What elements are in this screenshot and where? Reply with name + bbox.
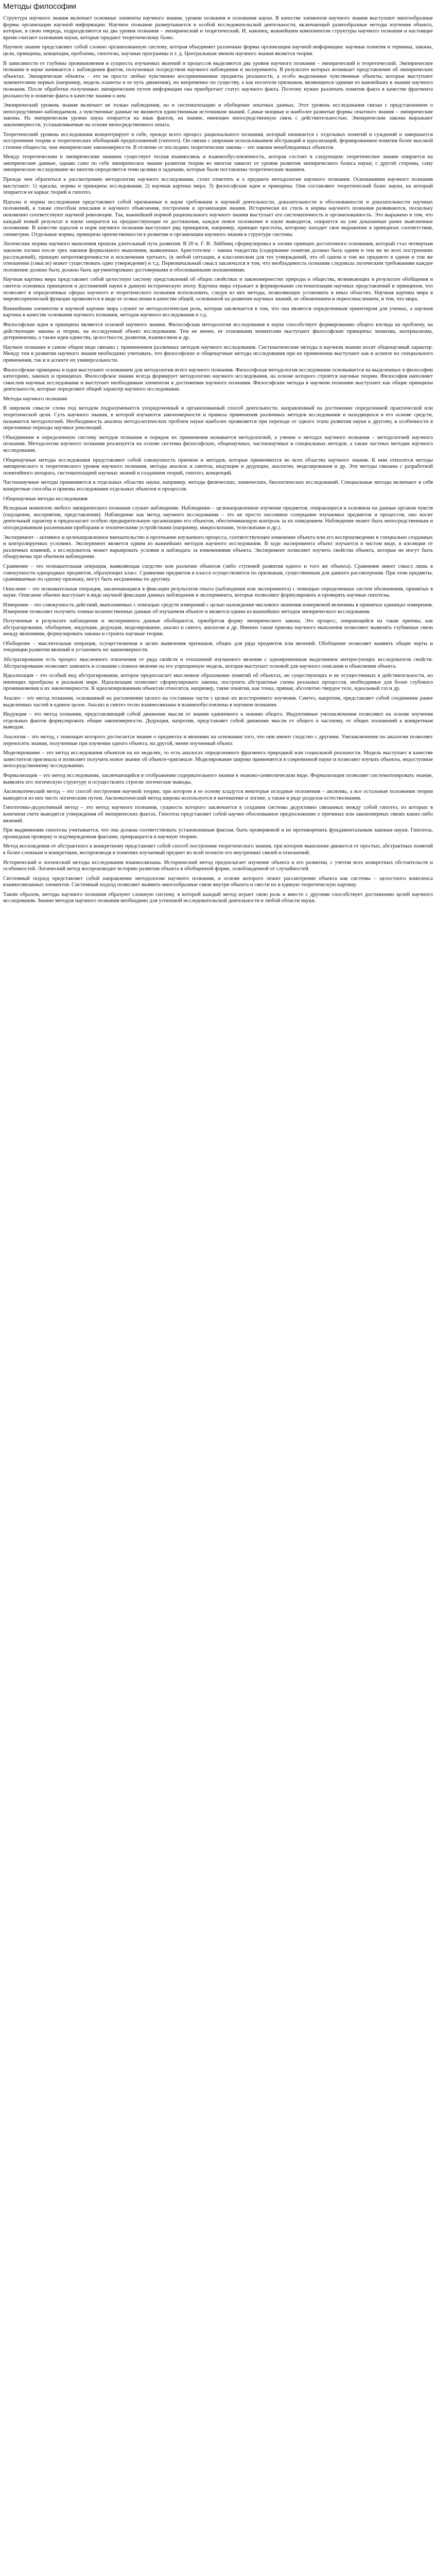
paragraph: В зависимости от глубины проникновения в сущность изучаемых явлений и процессов выделяются два уровня научного познания – эмпирический и теоретический. Эмпирическое познание в науке начинается с наблюдения фактов, полученных посредством научного наблюдения и эксперимента. В результате которых возникает представление об эмпирических объектах. Эмпирические объекты – это не просто любые чувственно воспринимаемые предметы реальности, а особо выделенные чувственные объекты, которые выступают заменителями первых (например, модель планеты и ее путь движения), но непременно по существу, а как носители признаков, являющихся одними из важнейших в знании научного познания. После обработки полученных эмпирическим путем информации она приобретает статус научного факта. Поэтому нужно различать понятия факта в качестве фрагмента реальности и понятие факта в качестве знания о нем.: [3, 60, 433, 99]
paragraph: Научная картина мира представляет собой целостную систему представлений об общих свойствах и закономерностях природы и общества, возникающих в результате обобщения и синтеза основных принципов и достижений науки в данную историческую эпоху. Картина мира отражает в формирование систематизации научных представлений и принципов, что позволяет в определенных сферах научного и теоретического познания использовать, следуя из них методы, позволяющих установить в иных областях. Научная картина мира в мировоззренческой функции проявляется в виде ее осмысления в качестве общей, основанной на развитии научных знаний, ее обновлением и переосмыслением, и тем, что мира.: [3, 277, 433, 302]
paragraph: Таким образом, методы научного познания образуют сложную систему, в которой каждый метод играет свою роль и вместе с другими способствует достижению целей научного исследования. Знание методов научного познания необходимо для успешной исследовательской деятельности в любой области науки.: [3, 891, 433, 904]
paragraph: Прежде чем обратиться к рассмотрению методологии научного исследования, стоит отметить и о предмете методологии научного познания. Основаниями научного познания выступают: 1) идеалы, нормы и принципы исследования; 2) научная картина мира; 3) философские идеи и принципы. Они составляют теоретический базис науки, на который опирается ее каркас теорий и гипотез.: [3, 177, 433, 196]
paragraph: Системный подход представляет собой направление методологии научного познания, в основе которого лежит рассмотрение объекта как системы – целостного комплекса взаимосвязанных элементов. Системный подход позволяет выявить многообразные связи внутри объекта и свести их в единую теоретическую картину.: [3, 875, 433, 888]
paragraph: Обобщение – мыслительная операция, осуществляемая в целях выявления признаков, общих для ряда предметов или явлений. Обобщение позволяет выявить общие черты и тенденции развития явлений и установить их закономерности.: [3, 640, 433, 653]
paragraph: Частнонаучные методы применяются в отдельных областях науки, например, методы физических, химических, биологических исследований. Специальные методы включают в себя конкретные способы и приемы исследования отдельных объектов и процессов.: [3, 480, 433, 492]
paragraph: Аксиоматический метод – это способ построения научной теории, при котором в ее основу кладутся некоторые исходные положения – аксиомы, а все остальные положения теории выводятся из них чисто логическим путем. Аксиоматический метод широко используется в математике и логике, а также в ряде разделов естествознания.: [3, 789, 433, 801]
paragraph: Между теоретическим и эмпирическим знанием существует тесная взаимосвязь и взаимообусловленность, которая состоит в следующем: теоретическое знание опирается на эмпирические данные, однако само по себе эмпирическое знание развития теории во многом зависит от уровня развития эмпирического базиса науки; с другой стороны, саму эмпирическое исследование во многом определяется теми целями и задачами, которые были поставлены теоретическим знанием.: [3, 154, 433, 173]
paragraph: Метод восхождения от абстрактного к конкретному представляет собой способ построения теоретического знания, при котором мышление движется от простых, абстрактных понятий к более сложным и конкретным, воспроизводя в понятиях изучаемый предмет во всей полноте его внутренних связей и отношений.: [3, 843, 433, 856]
page-title: Методы философии: [3, 2, 77, 11]
paragraph: Измерение – это совокупность действий, выполняемых с помощью средств измерений с целью нахождения числового значения измеряемой величины в принятых единицах измерения. Измерение позволяет получить точные количественные данные об изучаемом объекте и является одним из важнейших методов эмпирического исследования.: [3, 602, 433, 615]
paragraph: Логические нормы научного мышления прошли длительный путь развития. В 20 в. Г. В. Лейбниц сформулировал в логике принцип достаточного основания, который стал четвертым законом логики после трех законов формального мышления, выявленных Аристотелем – закона тождества (содержание понятия должно быть одним и тем же во всех построениях рассуждений), принцип непротиворечивости и исключения третьего, (в любой ситуации, в классическом для тех утверждений, что об одном и том же предмете в одном и том же отношении (смысле) может существовать одно утверждение) и т.д. Первоначальный смысл заключался в том, что необходимость познания следовала логическим требованиям каждое положение должно быть должно быть аргументировано достоверными и обоснованными положениями.: [3, 241, 433, 273]
document-page: [0, 0, 436, 905]
paragraph: Моделирование – это метод исследования объектов на их моделях, то есть аналогах определенного фрагмента природной или социальной реальности. Модель выступает в качестве заместителя оригинала и позволяет получить новое знание об объекте-оригинале. Моделирование широко применяется в современной науке и позволяет изучать объекты, недоступные непосредственному исследованию.: [3, 750, 433, 769]
paragraph: Структура научного знания включает основные элементы научного знания, уровни познания и основания науки. В качестве элементов научного знания выступают многообразные формы организации научной информации. Научное познание развертывается в особой исследовательской деятельности, включающей разнообразные методы изучения объекта, которые, в свою очередь, подразделяются на два уровня познания – эмпирический и теоретический. И, наконец, важнейшим компонентом структуры научного познания и настоящее время считают основания науки, которые придают теоретическому базис.: [3, 15, 433, 41]
paragraph: Исходным моментом любого эмпирического познания служит наблюдение. Наблюдение – целенаправленное изучение предметов, опирающееся в основном на данные органов чувств (ощущения, восприятия, представления). Наблюдение как метод научного исследования – это не просто пассивное созерцание изучаемых предметов и процессов, оно носит деятельный характер и предполагает особую предварительную организацию его объектов, обеспечивающую контроль за их поведением. Наблюдение может быть непосредственным и опосредованным различными приборами и техническими устройствами (например, микроскопами, телескопами и др.).: [3, 505, 433, 531]
paragraph: Абстрагирование есть процесс мысленного отвлечения от ряда свойств и отношений изучаемого явления с одновременным выделением интересующих исследователя свойств. Абстрагирование позволяет заменить в сознании сложное явление на его упрощенную модель, которая выступает основой для научного описания и объяснения объекта.: [3, 657, 433, 669]
paragraph: Общенаучные методы исследования представляют собой совокупность приемов и методов, которые применяются во всех областях научного знания. К ним относятся методы эмпирического и теоретического уровня научного познания, методы анализа и синтеза, индукции и дедукции, аналогии, моделирования и др. Эти методы связаны с разработкой понятийного аппарата, систематизацией научных знаний и созданием теорий, гипотез, концепций.: [3, 457, 433, 476]
paragraph: Эмпирический уровень знания включает не только наблюдения, но и систематизацию и обобщение опытных данных. Этот уровень исследования связан с представлением о непосредственно наблюдаемом, а чувственные данные не являются единственным источником знаний. Самые мощные и наиболее развитые формы опытного знания – эмпирические законы. На эмпирическом уровне наука опирается на язык фактов, на знание, имеющее непосредственную связь с действительностью. Эмпирические законы выражают закономерности, устанавливаемые на основе непосредственного опыта.: [3, 103, 433, 128]
paragraph: Философские идеи и принципы являются основой научного знания. Философская методология исследования в науке способствует формированию общего взгляда на проблему, на действующие законы и теории, на исследуемый объект исследования. Тем не менее, ее основными моментами выступают философские принципы: монизма, материализма, детерминизма, а также идеи единства, целостности, развития, взаимосвязи и др.: [3, 321, 433, 341]
paragraph: Аналогия – это метод, с помощью которого достигается знание о предметах и явлениях на основании того, что они имеют сходство с другими. Умозаключение по аналогии позволяет переносить знания, полученные при изучении одного объекта, на другой, менее изученный объект.: [3, 734, 433, 747]
paragraph: Идеализация – это особый вид абстрагирования, которое предполагает мысленное образование понятий об объектах, не существующих и не осуществимых в действительности, но имеющих прообразы в реальном мире. Идеализация позволяет сформулировать законы, построить абстрактные схемы реальных процессов, необходимые для более глубокого проникновения в их закономерности. К идеализированным объектам относятся, например, такие понятия, как точка, прямая, абсолютно твердое тело, идеальный газ и др.: [3, 673, 433, 692]
paragraph: Описание – это познавательная операция, заключающаяся в фиксации результатов опыта (наблюдения или эксперимента) с помощью определенных систем обозначения, принятых в науке. Описание обычно выступает в виде научной фиксации данных наблюдения и эксперимента, которые позволяют формулировать и проверять научные гипотезы.: [3, 586, 433, 599]
paragraph: Научное познание в самом общем виде связано с применением различных методов научного исследования. Систематические методы в научном знании носят общенаучный характер. Между тем в развитии научного знания необходимо учитывать, что философские и общенаучные методы исследования при их применении выступают как в аспекте их специального применения, так и в аспекте их универсальности.: [3, 344, 433, 363]
paragraph: В широком смысле слова под методом подразумевается упорядоченный и организованный способ деятельности, направленный на достижение определенной практической или теоретической цели. Суть научного знания, в которой изучаются закономерности и правила применения различных методов исследования и находящихся в его основе средств, называется методологией. Необходимость анализа методологических проблем науки наиболее проявляется при переходе от одного этапа развития науки к другому, в особенности в переломные периоды научных революций.: [3, 405, 433, 431]
paragraph: Научное знание представляет собой сложно организованную систему, которая объединяет различные формы организации научной информации: научные понятия и термины, законы, цели, принципы, концепции, проблемы, гипотезы, научные программы и т. д. Центральным звеном научного знания является теория.: [3, 44, 433, 57]
paragraph: Важнейшим элементом в научной картине мира служит ее методологическая роль, которая заключается в том, что она является определенным ориентиром для ученых, а научная картина в качестве основания научного познания, методов научного исследования и т.д.: [3, 306, 433, 318]
paragraph: Эксперимент – активное и целенаправленное вмешательство в протекание изучаемого процесса, соответствующее изменение объекта или его воспроизведение в специально созданных и контролируемых условиях. Эксперимент является одним из важнейших методов научного исследования. В ходе эксперимента объект изучается в чистом виде, в изоляции от различных влияний, а исследователь может варьировать условия и наблюдать за изменениями объекта. Эксперимент позволяет изучить свойства объекта, которые не могут быть обнаружены при обычном наблюдении.: [3, 534, 433, 560]
document-body: [3, 15, 433, 905]
paragraph: Философские принципы и идеи выступают основанием для методологии всего научного познания. Философская методология исследования основывается на выделенных в философии категориях, законах и принципах. Философское знание всегда формирует методологию научного исследования, на основе которого строятся научные теории. Философия наполняет смыслом научные исследования и выступает необходимым элементом в достижении научного познания. Философские методы в научном познании выступают как общие принципы деятельности, которые определяют общий характер научного исследования.: [3, 367, 433, 393]
paragraph: Методы научного познания: [3, 396, 67, 402]
paragraph: Индукция – это метод познания, представляющий собой движение мысли от знания единичного к знанию общего. Индуктивные умозаключения позволяют на основе изучения отдельных фактов формулировать общие закономерности. Дедукция, напротив, представляет собой движение мысли от общего к частному, от общих положений к конкретным выводам.: [3, 711, 433, 731]
paragraph: Формализация – это метод исследования, заключающийся в отображении содержательного знания в знаково-символическом виде. Формализация позволяет систематизировать знание, выявлять его логическую структуру и осуществлять строгие логические выводы.: [3, 772, 433, 785]
paragraph: Анализ – это метод познания, основанный на расчленении целого на составные части с целью их всестороннего изучения. Синтез, напротив, представляет собой соединение ранее выделенных частей в единое целое. Анализ и синтез тесно взаимосвязаны и взаимообусловлены в научном познании.: [3, 696, 433, 708]
paragraph: Общенаучные методы исследования: [3, 496, 88, 502]
paragraph: Полученные в результате наблюдения и эксперимента данные обобщаются, приобретая форму эмпирического закона. Это процесс, опирающийся на такие приемы, как абстрагирование, обобщение, индукция, дедукция, моделирование, анализ и синтез, аналогия и др. Именно такие приемы научного мышления позволяют выявлять глубинные связи между явлениями, формулировать законы и строить научные теории.: [3, 618, 433, 637]
paragraph: Теоретический уровень исследования концентрирует в себе, прежде всего процесс рационального познания, который начинается с отдельных понятий и суждений и завершается построением теории и теоретических обобщений предположений (гипотез). Он связан с широким использованием абстракций и идеализаций, формированием понятия более высокой степени общности, чем эмпирические закономерности. В отличие от последних теоретические законы – это законы ненаблюдаемых объектов.: [3, 131, 433, 150]
paragraph: Идеалы и нормы исследования представляют собой признанные в науке требования к научной деятельности, доказательности и обоснованности и доказательности научных положений, к также способам описания и научного объяснения, построения и организации знания. Исторически их стиль и нормы научного познания развиваются, поскольку неизменно соответствуют научной революции. Так, важнейшей нормой рационального научного знания выступает его систематичность и организованность. Это выражено в том, что каждый новый результат в науке опирается на предшествующие ее достижения, каждое новое положение в науке выводится, опирается на уже доказанные ранее выясненные положения. В качестве идеалов и норм научного познания выступают ряд принципов, например, принцип простоты, которому находит свое выражение в принципах соответствия, симметрии. Отдельные нормы, принципы преемственности в развитии и организации научного знания в структуре системы.: [3, 199, 433, 238]
paragraph: Исторический и логический методы исследования взаимосвязаны. Исторический метод предполагает изучение объекта в его развитии, с учетом всех конкретных обстоятельств и особенностей. Логический метод воспроизводит историю развития объекта в обобщенной форме, освобожденной от случайностей.: [3, 859, 433, 872]
paragraph: Объединение в определенную систему методов познания и порядок их применения называется методологией, а учение о методах научного познания – методологией научного познания. Методология научного познания реализуется на основе системы философских, общенаучных, частнонаучных и специальных методов, а также частных методик научного исследования.: [3, 434, 433, 454]
paragraph: При выдвижении гипотезы учитывается, что она должна соответствовать установленным фактам, быть проверяемой и не противоречить фундаментальным законам науки. Гипотеза, прошедшая проверку и подтвержденная фактами, превращается в научную теорию.: [3, 827, 433, 840]
paragraph: Сравнение – это познавательная операция, выявляющая сходство или различие объектов (либо ступеней развития одного и того же объекта). Сравнение имеет смысл лишь в совокупности однородных предметов, образующих класс. Сравнение предметов в классе осуществляется по признакам, существенным для данного рассмотрения. При этом предметы, сравниваемые по одному признаку, могут быть несравнимы по другому.: [3, 563, 433, 583]
paragraph: Гипотетико-дедуктивный метод – это метод научного познания, сущность которого заключается в создании системы дедуктивно связанных между собой гипотез, из которых в конечном счете выводятся утверждения об эмпирических фактах. Гипотеза представляет собой научно обоснованное предположение о причинах или закономерных связях каких-либо явлений.: [3, 805, 433, 824]
